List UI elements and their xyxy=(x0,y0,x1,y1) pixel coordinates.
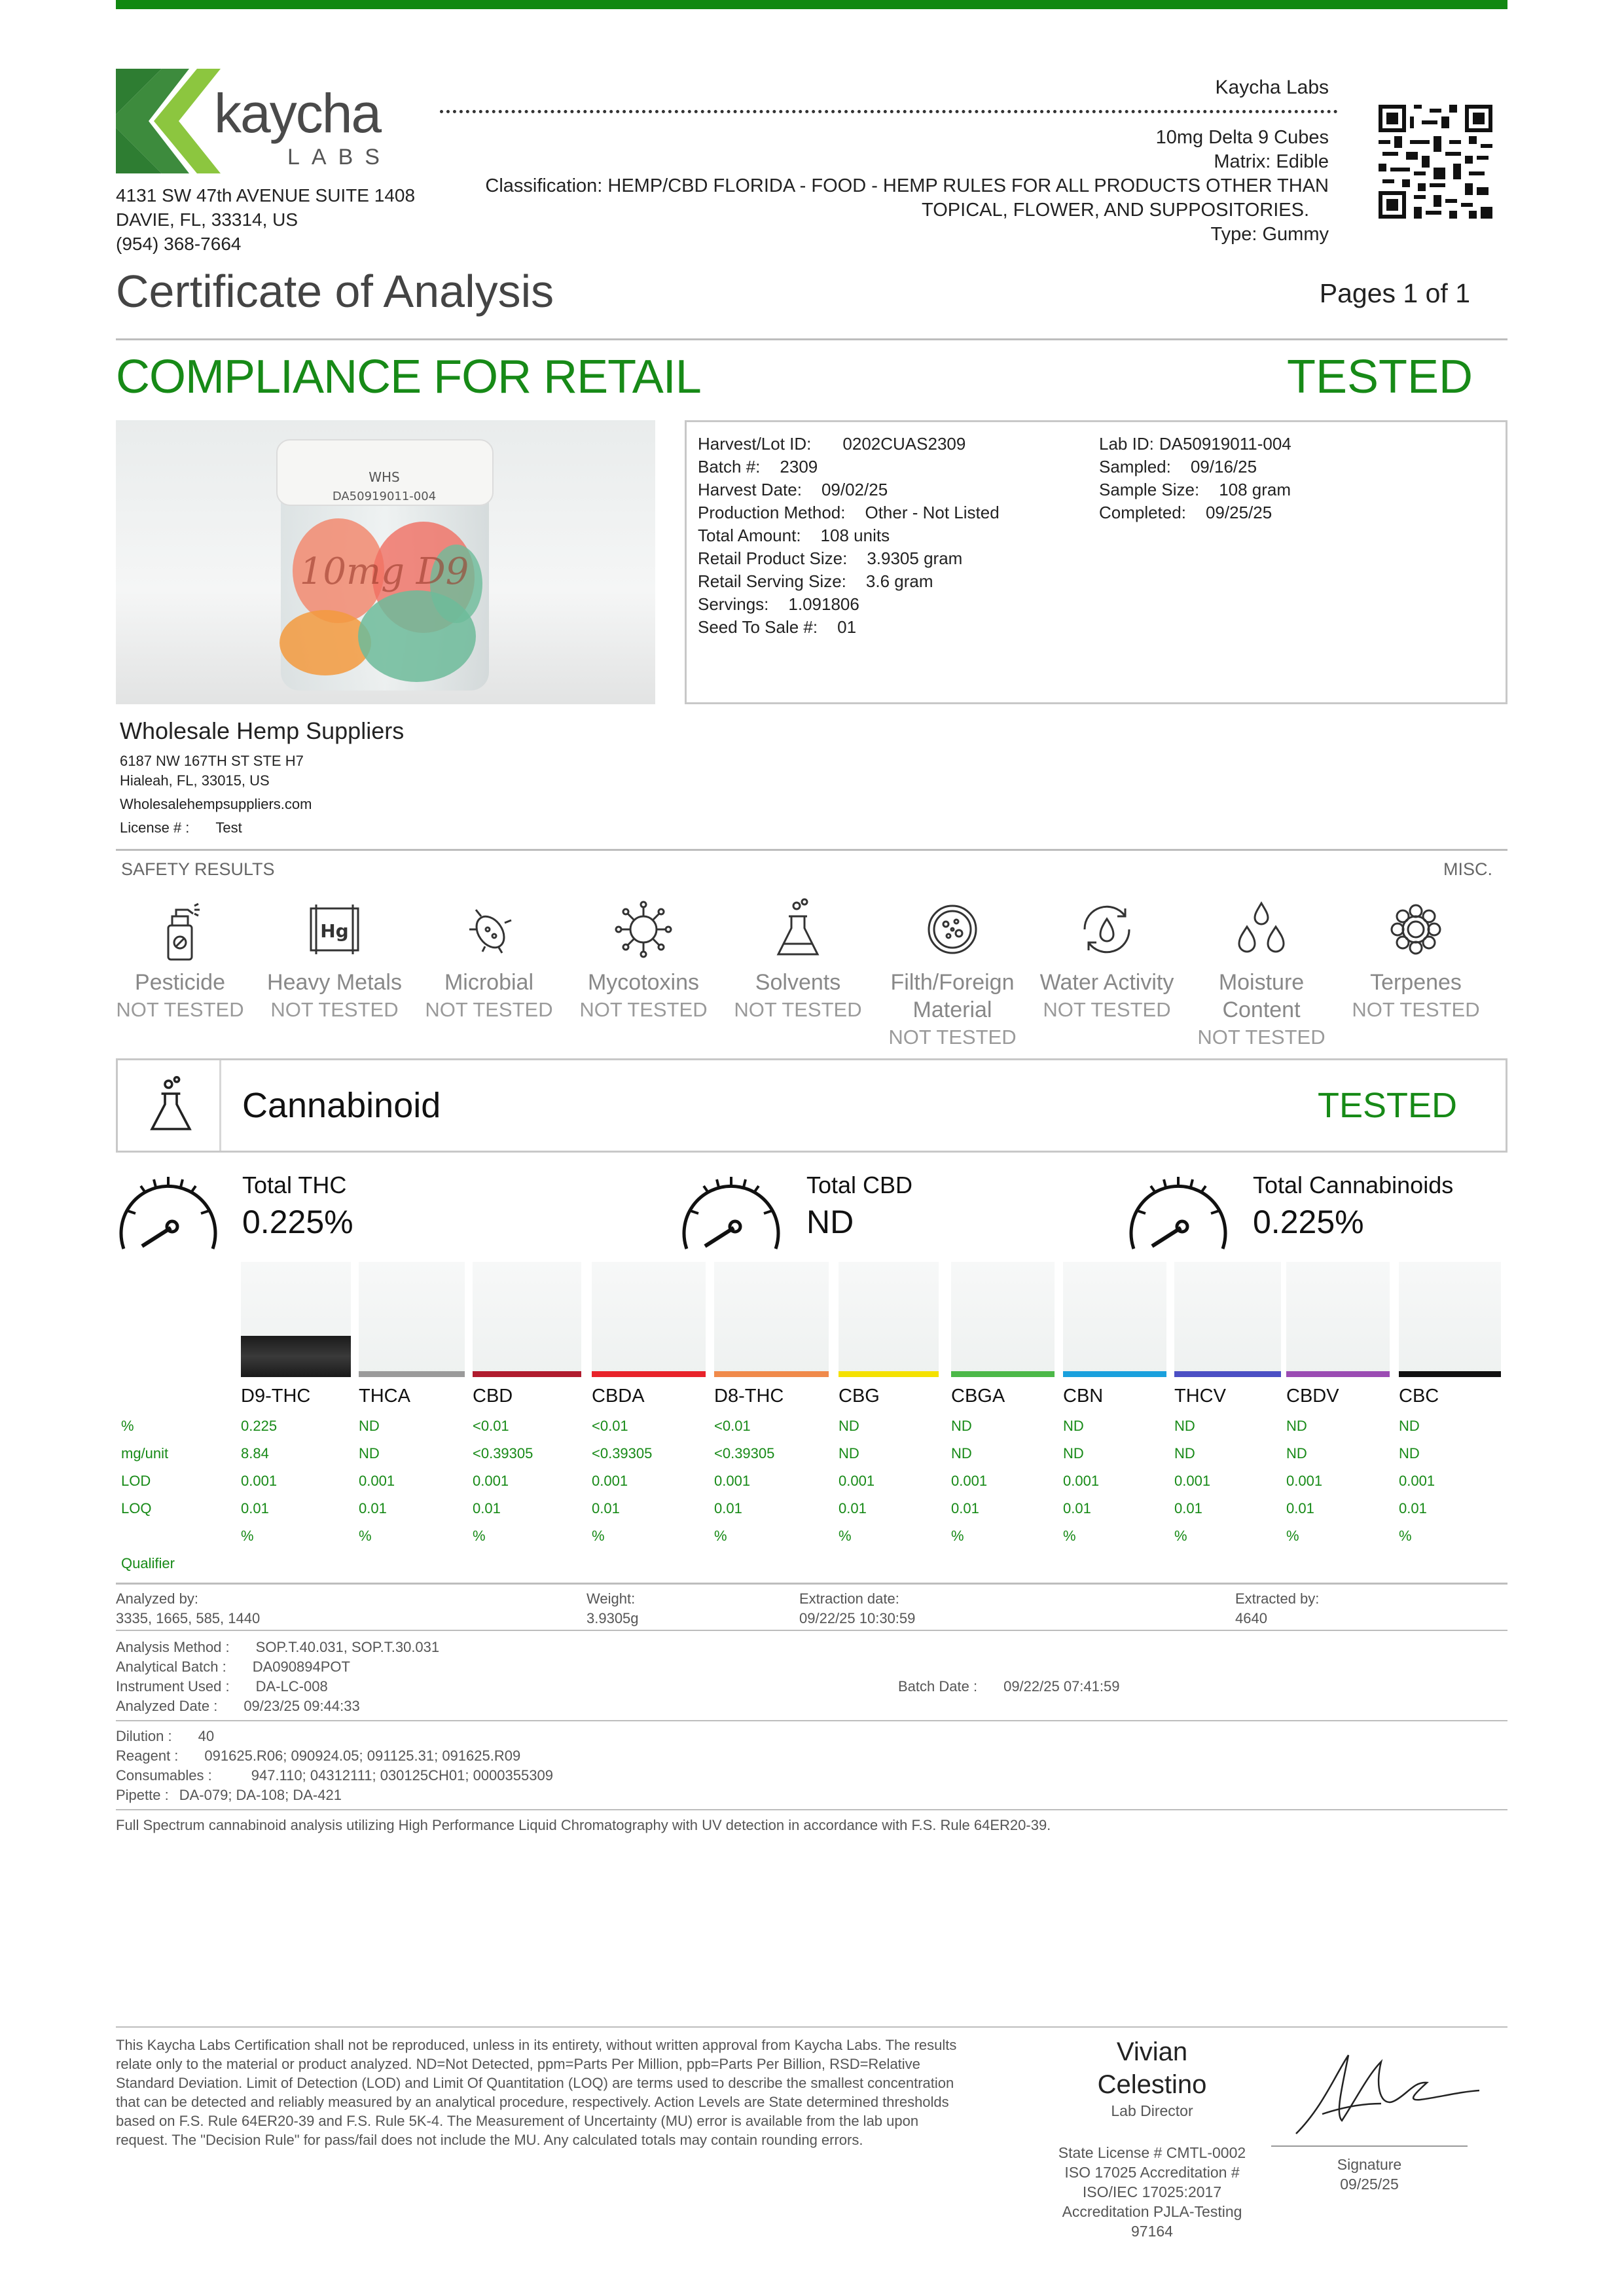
analysis-method-label: Analysis Method : xyxy=(116,1639,230,1655)
safety-item-status: NOT TESTED xyxy=(1197,1026,1326,1049)
cannabinoid-bar-chart xyxy=(241,1262,1507,1380)
table-cell: 0.01 xyxy=(473,1500,501,1516)
signer-role: Lab Director xyxy=(1111,2102,1193,2119)
handwritten-signature xyxy=(1283,2036,1479,2140)
total-thc-value: 0.225% xyxy=(242,1204,353,1240)
total-cbd-label: Total CBD xyxy=(806,1172,913,1198)
safety-item-heavy-metals xyxy=(257,897,412,1024)
droplets-icon xyxy=(1229,897,1294,962)
gauge-icon xyxy=(679,1165,784,1250)
safety-item-name: Terpenes xyxy=(1370,970,1462,995)
divider xyxy=(116,1720,1507,1721)
table-cell: 0.001 xyxy=(1286,1473,1323,1489)
info-value: 3.6 gram xyxy=(865,571,933,591)
bar-cbd xyxy=(473,1262,581,1377)
license-line: Accreditation PJLA-Testing xyxy=(1062,2203,1242,2220)
table-cell: ND xyxy=(1399,1445,1420,1462)
bar-cbda xyxy=(592,1262,706,1377)
table-cell: ND xyxy=(1286,1418,1307,1434)
mercury-element-icon xyxy=(302,897,367,962)
info-value: 108 gram xyxy=(1219,480,1291,499)
instrument-used-label: Instrument Used : xyxy=(116,1678,230,1695)
bar-baseline xyxy=(592,1371,706,1377)
batch-date-label: Batch Date : xyxy=(898,1678,978,1695)
bar-cbga xyxy=(951,1262,1055,1377)
reagent-label: Reagent : xyxy=(116,1748,179,1764)
water-cycle-icon xyxy=(1074,897,1140,962)
divider xyxy=(116,1583,1507,1585)
weight-label: Weight: xyxy=(586,1590,636,1607)
svg-text:Hg: Hg xyxy=(320,920,349,942)
table-cell: 0.01 xyxy=(714,1500,742,1516)
table-cell: % xyxy=(714,1528,727,1544)
total-thc-label: Total THC xyxy=(242,1172,347,1198)
info-value: 2309 xyxy=(780,457,818,476)
table-cell: 0.001 xyxy=(1399,1473,1435,1489)
kaycha-logo xyxy=(116,69,404,173)
signer-block xyxy=(1021,2036,1283,2241)
instrument-used xyxy=(116,1678,328,1695)
cannabinoid-icon-cell xyxy=(118,1060,221,1151)
total-cannabinoids-label: Total Cannabinoids xyxy=(1253,1172,1454,1198)
table-cell: 0.01 xyxy=(1286,1500,1314,1516)
bar-baseline xyxy=(1063,1371,1166,1377)
table-cell: 0.01 xyxy=(1399,1500,1427,1516)
table-cell: 0.01 xyxy=(359,1500,387,1516)
flask-icon xyxy=(765,897,831,962)
weight-value: 3.9305g xyxy=(586,1610,639,1626)
lab-address xyxy=(116,183,415,256)
sample-info-right xyxy=(1099,433,1291,524)
safety-item-mycotoxins xyxy=(566,897,721,1024)
table-cell: ND xyxy=(839,1445,859,1462)
bar-baseline xyxy=(1174,1371,1281,1377)
table-cell: 8.84 xyxy=(241,1445,269,1462)
table-cell: 0.001 xyxy=(1174,1473,1211,1489)
info-key: Batch #: xyxy=(698,457,761,476)
table-cell: % xyxy=(1174,1528,1187,1544)
table-cell: 0.01 xyxy=(241,1500,269,1516)
table-cell: 0.001 xyxy=(359,1473,395,1489)
safety-item-solvents xyxy=(721,897,875,1024)
client-license xyxy=(120,818,312,838)
signature-caption xyxy=(1271,2155,1468,2194)
table-cell: 0.001 xyxy=(473,1473,509,1489)
column-header-thca: THCA xyxy=(359,1386,410,1407)
info-key: Production Method: xyxy=(698,503,846,522)
column-header-cbga: CBGA xyxy=(951,1386,1005,1407)
client-license-value: Test xyxy=(215,819,242,836)
safety-item-name: Heavy Metals xyxy=(267,970,402,995)
bar-baseline xyxy=(473,1371,581,1377)
safety-item-status: NOT TESTED xyxy=(425,998,553,1021)
safety-item-status: NOT TESTED xyxy=(116,998,244,1021)
safety-item-pesticide xyxy=(103,897,257,1024)
bar-d8-thc xyxy=(714,1262,829,1377)
virus-icon xyxy=(611,897,676,962)
dotted-divider xyxy=(440,110,1338,113)
column-header-cbda: CBDA xyxy=(592,1386,645,1407)
batch-date xyxy=(898,1678,1119,1695)
document-title: Certificate of Analysis xyxy=(116,266,554,317)
table-cell: 0.01 xyxy=(1063,1500,1091,1516)
table-cell: ND xyxy=(1399,1418,1420,1434)
info-key: Retail Serving Size: xyxy=(698,571,846,591)
safety-item-microbial xyxy=(412,897,566,1024)
column-header-cbc: CBC xyxy=(1399,1386,1439,1407)
table-cell: 0.001 xyxy=(839,1473,875,1489)
lab-name: Kaycha Labs xyxy=(1215,77,1329,98)
safety-item-name: Mycotoxins xyxy=(587,970,700,995)
table-cell: ND xyxy=(839,1418,859,1434)
analytical-batch xyxy=(116,1659,350,1676)
safety-item-status: NOT TESTED xyxy=(734,998,862,1021)
table-cell: <0.01 xyxy=(592,1418,628,1434)
divider xyxy=(116,338,1507,340)
table-cell: <0.01 xyxy=(714,1418,751,1434)
info-value: 09/02/25 xyxy=(821,480,888,499)
info-key: Retail Product Size: xyxy=(698,548,848,568)
table-cell: % xyxy=(839,1528,852,1544)
bar-thca xyxy=(359,1262,465,1377)
bar-cbg xyxy=(839,1262,939,1377)
instrument-used-value: DA-LC-008 xyxy=(255,1678,328,1695)
table-cell: 0.001 xyxy=(1063,1473,1100,1489)
license-lines xyxy=(1021,2143,1283,2241)
table-cell: % xyxy=(592,1528,605,1544)
qr-code[interactable] xyxy=(1379,105,1492,219)
analyzed-by-value: 3335, 1665, 585, 1440 xyxy=(116,1610,261,1626)
cannabinoid-title: Cannabinoid xyxy=(242,1086,441,1125)
product-jar-image xyxy=(116,420,655,704)
pipette-value: DA-079; DA-108; DA-421 xyxy=(179,1787,342,1803)
analytical-batch-value: DA090894POT xyxy=(252,1659,350,1675)
bar-fill xyxy=(241,1336,351,1377)
table-cell: 0.01 xyxy=(592,1500,620,1516)
total-cbd-gauge xyxy=(679,1165,784,1253)
cannabinoid-section-header xyxy=(116,1058,1507,1153)
extracted-by-value: 4640 xyxy=(1235,1610,1267,1626)
row-label: % xyxy=(121,1418,134,1434)
client-details xyxy=(120,751,312,838)
petri-dish-icon xyxy=(920,897,985,962)
bar-cbn xyxy=(1063,1262,1166,1377)
table-cell: ND xyxy=(951,1418,972,1434)
client-name: Wholesale Hemp Suppliers xyxy=(120,717,405,744)
license-line: ISO 17025 Accreditation # xyxy=(1064,2164,1240,2181)
row-label: mg/unit xyxy=(121,1445,169,1462)
logo-subtitle: LABS xyxy=(287,145,391,170)
sample-info-left xyxy=(698,433,1000,639)
flask-icon xyxy=(141,1069,200,1141)
column-header-cbd: CBD xyxy=(473,1386,513,1407)
license-line: State License # CMTL-0002 xyxy=(1058,2144,1246,2161)
signature-image xyxy=(1283,2036,1479,2140)
bar-baseline xyxy=(1286,1371,1390,1377)
column-header-d8-thc: D8-THC xyxy=(714,1386,784,1407)
gauge-icon xyxy=(1126,1165,1231,1250)
safety-item-status: NOT TESTED xyxy=(270,998,399,1021)
divider xyxy=(116,2026,1507,2028)
jar-label-line: DA50919011-004 xyxy=(332,490,437,503)
info-key: Harvest/Lot ID: xyxy=(698,434,812,454)
table-cell: 0.001 xyxy=(951,1473,988,1489)
column-header-d9-thc: D9-THC xyxy=(241,1386,311,1407)
row-label: LOQ xyxy=(121,1500,152,1516)
extracted-by-label: Extracted by: xyxy=(1235,1590,1320,1607)
table-cell: 0.001 xyxy=(714,1473,751,1489)
info-key: Harvest Date: xyxy=(698,480,802,499)
sample-info-box xyxy=(685,420,1507,704)
safety-item-moisture-content xyxy=(1184,897,1339,1051)
table-cell: 0.01 xyxy=(1174,1500,1202,1516)
table-cell: 0.01 xyxy=(951,1500,979,1516)
table-cell: % xyxy=(1063,1528,1076,1544)
table-cell: % xyxy=(241,1528,254,1544)
signer-last-name: Celestino xyxy=(1097,2070,1207,2099)
product-matrix: Matrix: Edible xyxy=(1214,151,1329,172)
bar-cbdv xyxy=(1286,1262,1390,1377)
gauge-icon xyxy=(116,1165,221,1250)
table-cell: ND xyxy=(1063,1445,1084,1462)
safety-item-water-activity xyxy=(1030,897,1184,1024)
product-type: Type: Gummy xyxy=(1210,224,1329,245)
client-street: 6187 NW 167TH ST STE H7 xyxy=(120,753,304,769)
safety-item-name: Filth/Foreign xyxy=(890,970,1015,995)
signature-label: Signature xyxy=(1337,2156,1402,2173)
product-classification-cont: TOPICAL, FLOWER, AND SUPPOSITORIES. xyxy=(922,200,1309,221)
jar-label-line: WHS xyxy=(369,469,400,485)
table-cell: % xyxy=(473,1528,486,1544)
info-key: Sample Size: xyxy=(1099,480,1200,499)
analysis-method xyxy=(116,1639,439,1656)
safety-item-name: Pesticide xyxy=(135,970,225,995)
table-cell: ND xyxy=(951,1445,972,1462)
flower-icon xyxy=(1383,897,1449,962)
table-cell: 0.225 xyxy=(241,1418,278,1434)
safety-item-name-cont: Content xyxy=(1222,997,1301,1022)
total-cannabinoids-value: 0.225% xyxy=(1253,1204,1364,1240)
safety-item-name: Microbial xyxy=(444,970,534,995)
table-cell: ND xyxy=(1063,1418,1084,1434)
consumables-label: Consumables : xyxy=(116,1767,212,1784)
safety-item-name-cont: Material xyxy=(912,997,992,1022)
bar-baseline xyxy=(951,1371,1055,1377)
dilution-value: 40 xyxy=(198,1728,215,1744)
client-license-label: License # : xyxy=(120,819,190,836)
reagent-value: 091625.R06; 090924.05; 091125.31; 091625.R09 xyxy=(204,1748,521,1764)
safety-item-status: NOT TESTED xyxy=(888,1026,1017,1049)
table-cell: 0.001 xyxy=(592,1473,628,1489)
reagent xyxy=(116,1748,520,1765)
qr-code-icon xyxy=(1379,105,1492,219)
page-indicator: Pages 1 of 1 xyxy=(1319,278,1470,308)
info-value: 3.9305 gram xyxy=(867,548,963,568)
safety-item-status: NOT TESTED xyxy=(579,998,708,1021)
table-cell: ND xyxy=(1174,1445,1195,1462)
license-line: 97164 xyxy=(1131,2223,1173,2240)
analyzed-date-value: 09/23/25 09:44:33 xyxy=(244,1698,360,1714)
analysis-method-value: SOP.T.40.031, SOP.T.30.031 xyxy=(255,1639,440,1655)
row-label: LOD xyxy=(121,1473,151,1489)
logo-wordmark: kaycha xyxy=(214,82,381,144)
info-value: 09/16/25 xyxy=(1190,457,1257,476)
table-cell: % xyxy=(1399,1528,1412,1544)
batch-date-value: 09/22/25 07:41:59 xyxy=(1003,1678,1120,1695)
extraction-date-value: 09/22/25 10:30:59 xyxy=(799,1610,916,1626)
signer-first-name: Vivian xyxy=(1116,2037,1188,2066)
info-key: Total Amount: xyxy=(698,526,801,545)
divider xyxy=(116,1809,1507,1810)
table-cell: <0.39305 xyxy=(592,1445,653,1462)
cannabinoid-status: TESTED xyxy=(1317,1086,1457,1125)
analytical-batch-label: Analytical Batch : xyxy=(116,1659,226,1675)
signature-line xyxy=(1271,2145,1468,2147)
info-value: 01 xyxy=(837,617,857,637)
spray-bottle-icon xyxy=(147,897,213,962)
safety-item-status: NOT TESTED xyxy=(1043,998,1171,1021)
bar-baseline xyxy=(839,1371,939,1377)
dilution xyxy=(116,1728,214,1745)
bar-d9-thc xyxy=(241,1262,351,1377)
product-name: 10mg Delta 9 Cubes xyxy=(1155,127,1329,148)
safety-item-name: Solvents xyxy=(755,970,841,995)
info-value: Other - Not Listed xyxy=(865,503,1000,522)
divider xyxy=(116,849,1507,851)
safety-item-filth-foreign-material xyxy=(875,897,1030,1051)
table-cell: 0.01 xyxy=(839,1500,867,1516)
total-cannabinoids-gauge xyxy=(1126,1165,1231,1253)
compliance-heading: COMPLIANCE FOR RETAIL xyxy=(116,351,701,403)
product-classification: Classification: HEMP/CBD FLORIDA - FOOD - HEMP RULES FOR ALL PRODUCTS OTHER THAN xyxy=(485,175,1329,196)
table-cell: % xyxy=(1286,1528,1299,1544)
table-cell: 0.001 xyxy=(241,1473,278,1489)
column-header-thcv: THCV xyxy=(1174,1386,1226,1407)
safety-results-label: SAFETY RESULTS xyxy=(121,859,275,879)
jar-handwriting: 10mg D9 xyxy=(299,550,469,593)
analyzed-by-label: Analyzed by: xyxy=(116,1590,198,1607)
lab-address-line: DAVIE, FL, 33314, US xyxy=(116,209,298,230)
analysis-note: Full Spectrum cannabinoid analysis utilizing High Performance Liquid Chromatography with UV detection in accordance with F.S. Rule 64ER20-39. xyxy=(116,1817,1051,1833)
safety-item-terpenes xyxy=(1339,897,1493,1024)
info-value: 09/25/25 xyxy=(1205,503,1272,522)
safety-item-status: NOT TESTED xyxy=(1352,998,1480,1021)
column-header-cbg: CBG xyxy=(839,1386,880,1407)
pipette-label: Pipette : xyxy=(116,1787,169,1803)
dilution-label: Dilution : xyxy=(116,1728,172,1744)
consumables xyxy=(116,1767,553,1784)
row-label: Qualifier xyxy=(121,1555,175,1571)
table-cell: ND xyxy=(1286,1445,1307,1462)
info-key: Completed: xyxy=(1099,503,1186,522)
disclaimer-text: This Kaycha Labs Certification shall not be reproduced, unless in its entirety, without written approval from Kaycha Labs. The results relate only to the material or product analyzed. ND=Not Detected, ppm=Parts Per Million, ppb=Parts Per Billion, RSD=Relative Standard Deviation. Limit of Detection (LOD) and Limit Of Quantitation (LOQ) are terms used to describe the smallest concentration that can be detected and reliably measured by an analytical procedure, respectively. Action Levels are State determined thresholds based on F.S. Rule 64ER20-39 and F.S. Rule 5K-4. The Measurement of Uncertainty (MU) error is available from the lab upon request. The "Decision Rule" for pass/fail does not include the MU. Any calculated totals may contain rounding errors. xyxy=(116,2037,957,2148)
table-cell: ND xyxy=(359,1445,380,1462)
table-cell: % xyxy=(951,1528,964,1544)
misc-label: MISC. xyxy=(1443,859,1492,879)
bar-baseline xyxy=(1399,1371,1501,1377)
table-cell: <0.01 xyxy=(473,1418,509,1434)
info-value: DA50919011-004 xyxy=(1159,434,1291,454)
analyzed-date-label: Analyzed Date : xyxy=(116,1698,218,1714)
bacteria-icon xyxy=(456,897,522,962)
analyzed-date xyxy=(116,1698,360,1715)
bar-cbc xyxy=(1399,1262,1501,1377)
total-thc-gauge xyxy=(116,1165,221,1253)
product-photo xyxy=(116,420,655,704)
lab-address-line: 4131 SW 47th AVENUE SUITE 1408 xyxy=(116,185,416,206)
top-accent-bar xyxy=(116,0,1507,9)
total-cbd-value: ND xyxy=(806,1204,854,1240)
info-key: Lab ID: xyxy=(1099,434,1154,454)
table-cell: <0.39305 xyxy=(714,1445,775,1462)
overall-status: TESTED xyxy=(1286,351,1473,403)
bar-baseline xyxy=(714,1371,829,1377)
safety-item-name: Moisture xyxy=(1218,970,1305,995)
info-value: 1.091806 xyxy=(788,594,859,614)
client-city: Hialeah, FL, 33015, US xyxy=(120,772,270,789)
bar-thcv xyxy=(1174,1262,1281,1377)
signature-date: 09/25/25 xyxy=(1340,2176,1399,2193)
column-header-cbdv: CBDV xyxy=(1286,1386,1339,1407)
info-value: 108 units xyxy=(820,526,890,545)
table-cell: <0.39305 xyxy=(473,1445,533,1462)
info-key: Servings: xyxy=(698,594,769,614)
lab-phone: (954) 368-7664 xyxy=(116,234,242,254)
bar-baseline xyxy=(359,1371,465,1377)
safety-results-grid xyxy=(116,897,1507,1054)
info-key: Seed To Sale #: xyxy=(698,617,818,637)
table-cell: ND xyxy=(359,1418,380,1434)
info-value: 0202CUAS2309 xyxy=(842,434,966,454)
pipette xyxy=(116,1787,342,1804)
consumables-value: 947.110; 04312111; 030125CH01; 0000355309 xyxy=(251,1767,553,1784)
table-cell: % xyxy=(359,1528,372,1544)
license-line: ISO/IEC 17025:2017 xyxy=(1082,2183,1222,2200)
table-cell: ND xyxy=(1174,1418,1195,1434)
column-header-cbn: CBN xyxy=(1063,1386,1104,1407)
extraction-date-label: Extraction date: xyxy=(799,1590,899,1607)
product-info xyxy=(458,126,1329,247)
client-website[interactable]: Wholesalehempsuppliers.com xyxy=(120,796,312,812)
info-key: Sampled: xyxy=(1099,457,1171,476)
divider xyxy=(116,1630,1507,1631)
safety-item-name: Water Activity xyxy=(1039,970,1174,995)
